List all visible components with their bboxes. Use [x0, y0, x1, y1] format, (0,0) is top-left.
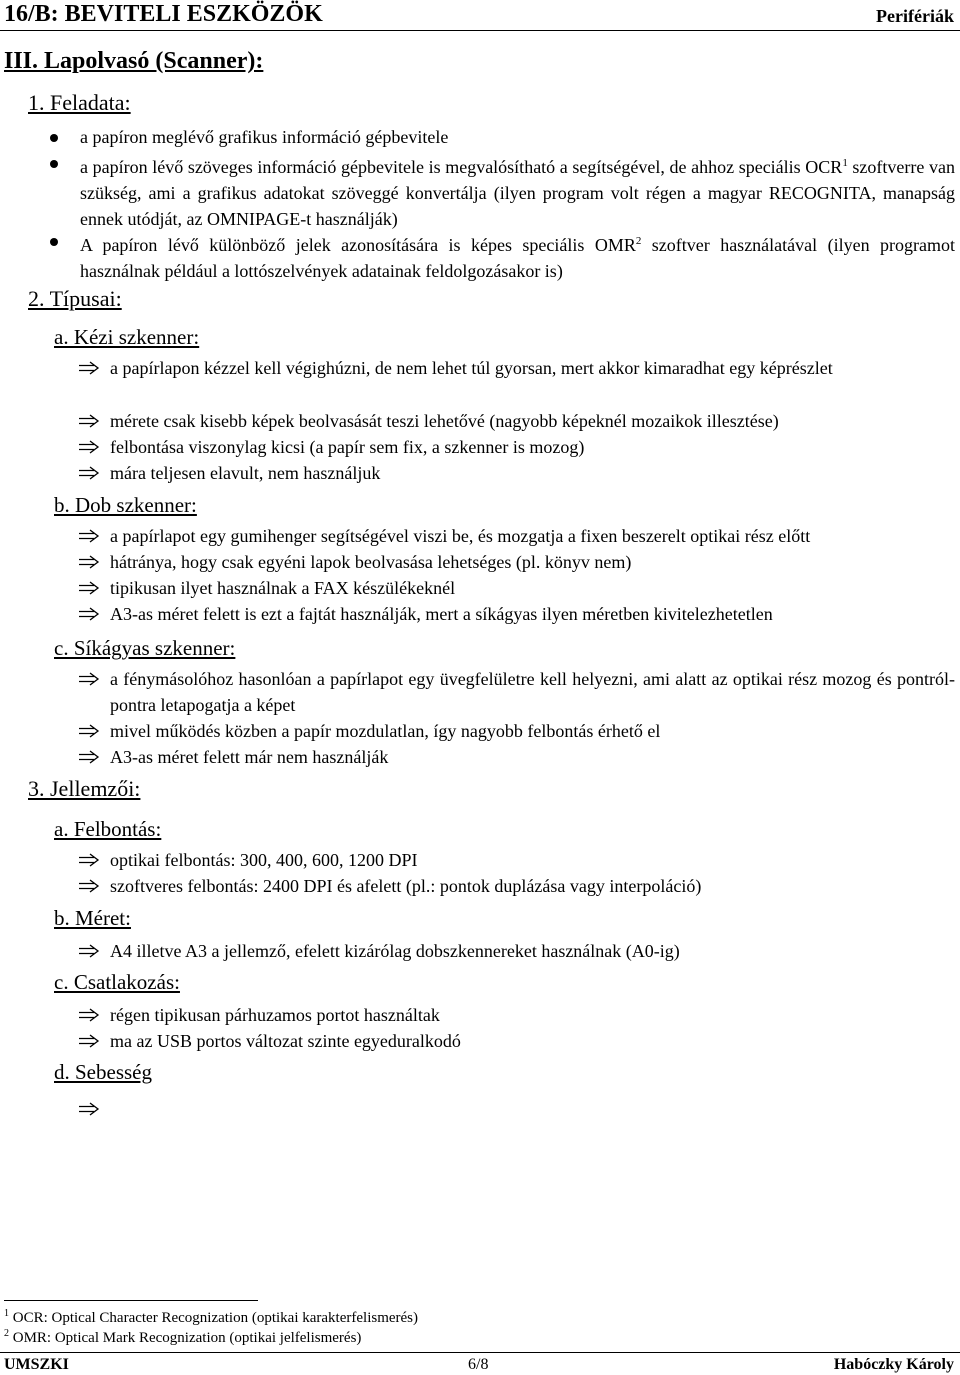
list-item: A3-as méret felett is ezt a fajtát használják, mert a síkágyas ilyen méretben kivitelezhetetlen: [110, 604, 773, 624]
double-arrow-right-icon: [78, 853, 100, 867]
list-item: felbontása viszonylag kicsi (a papír sem fix, a szkenner is mozog): [110, 437, 585, 457]
list-item: a papírlapot egy gumihenger segítségével viszi be, és mozgatja a fixen beszerelt optikai rész előtt: [110, 526, 811, 546]
list-item: mérete csak kisebb képek beolvasását teszi lehetővé (nagyobb képeknél mozaikok illesztése): [110, 411, 779, 431]
features-heading: 3. Jellemzői:: [28, 776, 141, 801]
footnote-ref-1: 1: [842, 157, 848, 169]
list-item: optikai felbontás: 300, 400, 600, 1200 DPI: [110, 850, 418, 870]
footnote-1-text: OCR: Optical Character Recognization (optikai karakterfelismerés): [12, 1310, 419, 1326]
types-heading: 2. Típusai:: [28, 286, 122, 311]
task-bullet-1: [80, 124, 955, 150]
footer-author: Habóczky Károly: [833, 1356, 954, 1373]
list-item: régen tipikusan párhuzamos portot használtak: [110, 1005, 440, 1025]
list-item: szoftveres felbontás: 2400 DPI és afelett (pl.: pontok duplázása vagy interpoláció): [110, 876, 702, 896]
task-bullet-3-text-post: szoftver használatával (ilyen programot használnak például a lottószelvények adatainak feldolgozásakor is): [80, 235, 955, 281]
bullet-dot-icon: [50, 160, 58, 168]
double-arrow-right-icon: [78, 879, 100, 893]
list-item: mára teljesen elavult, nem használjuk: [110, 463, 381, 483]
double-arrow-right-icon: [78, 555, 100, 569]
footnote-ref-2: 2: [635, 235, 642, 247]
list-item: ma az USB portos változat szinte egyeduralkodó: [110, 1031, 461, 1051]
double-arrow-right-icon: [78, 724, 100, 738]
types-b-heading: b. Dob szkenner:: [54, 493, 197, 517]
list-item: hátránya, hogy csak egyéni lapok beolvasása lehetséges (pl. könyv nem): [110, 552, 632, 572]
page-header: [0, 0, 960, 31]
double-arrow-right-icon: [78, 466, 100, 480]
features-b-heading: b. Méret:: [54, 906, 131, 930]
features-a-heading: a. Felbontás:: [54, 817, 162, 841]
task-bullet-2: [80, 150, 955, 232]
double-arrow-right-icon: [78, 529, 100, 543]
task-bullet-1-text: a papíron meglévő grafikus információ gépbevitele: [80, 127, 449, 147]
footnote-1-number: 1: [4, 1308, 9, 1319]
section-title: III. Lapolvasó (Scanner):: [4, 48, 264, 74]
page-footer: [0, 1352, 960, 1375]
list-item: a papírlapon kézzel kell végighúzni, de nem lehet túl gyorsan, mert akkor kimaradhat egy képrészlet: [110, 358, 833, 378]
list-item: A3-as méret felett már nem használják: [110, 747, 389, 767]
double-arrow-right-icon: [78, 581, 100, 595]
types-c-heading: c. Síkágyas szkenner:: [54, 636, 236, 660]
double-arrow-right-icon: [78, 944, 100, 958]
task-heading: 1. Feladata:: [28, 90, 131, 115]
task-bullet-2-text-post: szoftverre van szükség, ami a grafikus adatokat szöveggé konvertálja (ilyen program volt régen a magyar RECOGNITA, manapság ennek utódját, az OMNIPAGE-t használják): [80, 157, 955, 229]
double-arrow-right-icon: [78, 750, 100, 764]
features-c-heading: c. Csatlakozás:: [54, 970, 180, 994]
types-a-heading: a. Kézi szkenner:: [54, 325, 200, 349]
header-category: Perifériák: [876, 6, 954, 26]
list-item: a fénymásolóhoz hasonlóan a papírlapot egy üvegfelületre kell helyezni, ami alatt az optikai rész mozog és pontról-pontra letapogatja a képet: [110, 669, 955, 715]
footnote-1: [4, 1308, 418, 1327]
footnote-2-number: 2: [4, 1328, 9, 1339]
bullet-dot-icon: [50, 238, 58, 246]
double-arrow-right-icon: [78, 672, 100, 686]
task-bullet-3-text-pre: A papíron lévő különböző jelek azonosítására is képes speciális OMR: [80, 235, 636, 255]
footnote-2-text: OMR: Optical Mark Recognization (optikai jelfelismerés): [12, 1330, 362, 1346]
footnote-2: [4, 1328, 361, 1347]
list-item: tipikusan ilyet használnak a FAX készülékeknél: [110, 578, 456, 598]
double-arrow-right-icon: [78, 414, 100, 428]
features-d-heading: d. Sebesség: [54, 1060, 152, 1084]
list-item: mivel működés közben a papír mozdulatlan, így nagyobb felbontás érhető el: [110, 721, 661, 741]
header-title: 16/B: BEVITELI ESZKÖZÖK: [4, 1, 323, 27]
page-number: 6/8: [468, 1356, 489, 1373]
double-arrow-right-icon: [78, 361, 100, 375]
double-arrow-right-icon: [78, 1034, 100, 1048]
task-bullet-3: [80, 228, 955, 284]
list-item: A4 illetve A3 a jellemző, efelett kizárólag dobszkennereket használnak (A0-ig): [110, 941, 680, 961]
bullet-dot-icon: [50, 134, 58, 142]
task-bullet-2-text-pre: a papíron lévő szöveges információ gépbevitele is megvalósítható a segítségével, de ahhoz speciális OCR: [80, 157, 843, 177]
double-arrow-right-icon: [78, 607, 100, 621]
double-arrow-right-icon: [78, 1008, 100, 1022]
double-arrow-right-icon: [78, 1102, 100, 1116]
footer-school: UMSZKI: [4, 1356, 69, 1373]
double-arrow-right-icon: [78, 440, 100, 454]
footnote-separator: [4, 1300, 258, 1301]
